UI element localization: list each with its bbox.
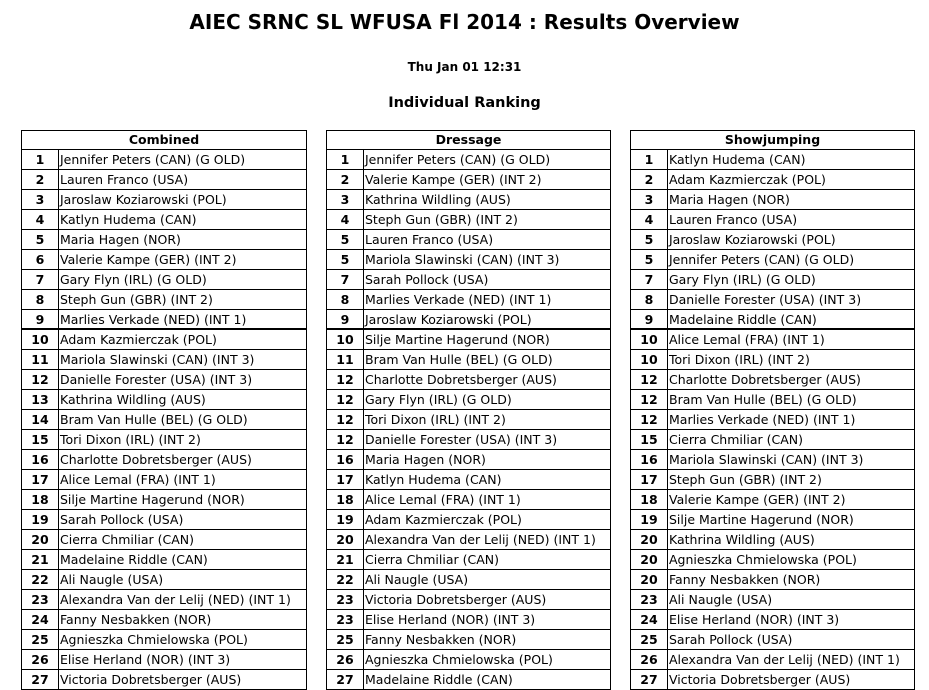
rank-cell: 25 (22, 630, 59, 649)
rider-name-cell: Agnieszka Chmielowska (POL) (365, 652, 553, 667)
rank-cell: 21 (327, 550, 364, 569)
rider-name-cell: Alice Lemal (FRA) (INT 1) (60, 472, 216, 487)
rank-cell: 18 (631, 490, 668, 509)
table-row (327, 270, 610, 290)
rank-cell: 11 (22, 350, 59, 369)
table-row (22, 510, 306, 530)
rank-cell: 25 (631, 630, 668, 649)
page-title: AIEC SRNC SL WFUSA Fl 2014 : Results Overview (189, 10, 740, 34)
rider-name-cell: Kathrina Wildling (AUS) (60, 392, 206, 407)
rank-cell: 26 (327, 650, 364, 669)
table-row (631, 370, 914, 390)
rider-name-cell: Cierra Chmiliar (CAN) (60, 532, 194, 547)
table-row (22, 250, 306, 270)
table-row (631, 650, 914, 670)
rider-name-cell: Alexandra Van der Lelij (NED) (INT 1) (60, 592, 291, 607)
table-row (327, 650, 610, 670)
rank-cell: 4 (22, 210, 59, 229)
rank-cell: 12 (327, 430, 364, 449)
rider-name-cell: Elise Herland (NOR) (INT 3) (669, 612, 840, 627)
rider-name-cell: Marlies Verkade (NED) (INT 1) (669, 412, 856, 427)
rank-cell: 20 (631, 530, 668, 549)
dressage-header: Dressage (327, 131, 610, 150)
rank-cell: 10 (22, 330, 59, 349)
rider-name-cell: Marlies Verkade (NED) (INT 1) (365, 292, 552, 307)
rider-name-cell: Valerie Kampe (GER) (INT 2) (365, 172, 542, 187)
rank-cell: 12 (22, 370, 59, 389)
rank-cell: 12 (631, 390, 668, 409)
rider-name-cell: Jennifer Peters (CAN) (G OLD) (365, 152, 551, 167)
table-row (327, 310, 610, 330)
table-row (22, 390, 306, 410)
rank-cell: 7 (22, 270, 59, 289)
rider-name-cell: Silje Martine Hagerund (NOR) (669, 512, 854, 527)
table-row (22, 310, 306, 330)
rider-name-cell: Fanny Nesbakken (NOR) (60, 612, 212, 627)
rider-name-cell: Maria Hagen (NOR) (60, 232, 181, 247)
table-row (631, 410, 914, 430)
rank-cell: 21 (22, 550, 59, 569)
rank-cell: 11 (327, 350, 364, 369)
rider-name-cell: Charlotte Dobretsberger (AUS) (365, 372, 557, 387)
rank-cell: 7 (631, 270, 668, 289)
table-row (22, 370, 306, 390)
table-row (22, 490, 306, 510)
rider-name-cell: Kathrina Wildling (AUS) (365, 192, 511, 207)
rank-cell: 1 (327, 150, 364, 169)
rider-name-cell: Elise Herland (NOR) (INT 3) (365, 612, 536, 627)
rider-name-cell: Danielle Forester (USA) (INT 3) (60, 372, 253, 387)
table-row (22, 630, 306, 650)
dressage-ranking-table (326, 130, 611, 690)
rank-cell: 8 (22, 290, 59, 309)
table-row (631, 630, 914, 650)
table-row (22, 210, 306, 230)
table-row (327, 190, 610, 210)
table-row (327, 210, 610, 230)
rider-name-cell: Victoria Dobretsberger (AUS) (365, 592, 547, 607)
rank-cell: 9 (631, 310, 668, 328)
rider-name-cell: Alexandra Van der Lelij (NED) (INT 1) (669, 652, 900, 667)
rider-name-cell: Alice Lemal (FRA) (INT 1) (365, 492, 521, 507)
rank-cell: 20 (22, 530, 59, 549)
rider-name-cell: Tori Dixon (IRL) (INT 2) (365, 412, 506, 427)
rank-cell: 23 (327, 590, 364, 609)
table-row (22, 230, 306, 250)
section-title: Individual Ranking (388, 95, 541, 111)
rider-name-cell: Lauren Franco (USA) (60, 172, 189, 187)
table-row (631, 150, 914, 170)
rank-cell: 23 (631, 590, 668, 609)
table-row (631, 290, 914, 310)
table-row (22, 270, 306, 290)
rank-cell: 4 (631, 210, 668, 229)
table-row (631, 170, 914, 190)
rank-cell: 8 (631, 290, 668, 309)
rider-name-cell: Valerie Kampe (GER) (INT 2) (60, 252, 237, 267)
table-row (22, 330, 306, 350)
table-row (631, 530, 914, 550)
rank-cell: 13 (22, 390, 59, 409)
rank-cell: 24 (22, 610, 59, 629)
showjumping-ranking-table (630, 130, 915, 690)
rank-cell: 19 (327, 510, 364, 529)
rider-name-cell: Steph Gun (GBR) (INT 2) (60, 292, 213, 307)
rider-name-cell: Madelaine Riddle (CAN) (60, 552, 208, 567)
rider-name-cell: Steph Gun (GBR) (INT 2) (669, 472, 822, 487)
table-row (631, 270, 914, 290)
rank-cell: 1 (631, 150, 668, 169)
table-row (22, 170, 306, 190)
rider-name-cell: Maria Hagen (NOR) (365, 452, 486, 467)
table-row (22, 650, 306, 670)
rider-name-cell: Ali Naugle (USA) (365, 572, 469, 587)
rider-name-cell: Danielle Forester (USA) (INT 3) (365, 432, 558, 447)
rank-cell: 22 (327, 570, 364, 589)
rider-name-cell: Mariola Slawinski (CAN) (INT 3) (365, 252, 560, 267)
rank-cell: 14 (22, 410, 59, 429)
table-row (631, 570, 914, 590)
table-row (631, 450, 914, 470)
table-row (22, 470, 306, 490)
rider-name-cell: Agnieszka Chmielowska (POL) (669, 552, 857, 567)
rank-cell: 25 (327, 630, 364, 649)
rider-name-cell: Katlyn Hudema (CAN) (669, 152, 806, 167)
rider-name-cell: Bram Van Hulle (BEL) (G OLD) (60, 412, 248, 427)
rank-cell: 18 (22, 490, 59, 509)
table-row (22, 610, 306, 630)
table-row (327, 590, 610, 610)
rank-cell: 12 (327, 390, 364, 409)
rank-cell: 26 (631, 650, 668, 669)
rider-name-cell: Adam Kazmierczak (POL) (669, 172, 826, 187)
rank-cell: 16 (631, 450, 668, 469)
rider-name-cell: Marlies Verkade (NED) (INT 1) (60, 312, 247, 327)
rank-cell: 2 (327, 170, 364, 189)
rank-cell: 17 (22, 470, 59, 489)
rank-cell: 23 (327, 610, 364, 629)
table-row (631, 490, 914, 510)
rank-cell: 3 (327, 190, 364, 209)
rank-cell: 10 (631, 330, 668, 349)
rider-name-cell: Silje Martine Hagerund (NOR) (365, 332, 550, 347)
rank-cell: 17 (631, 470, 668, 489)
rank-cell: 9 (327, 310, 364, 328)
table-row (327, 410, 610, 430)
rank-cell: 16 (22, 450, 59, 469)
table-row (327, 330, 610, 350)
rider-name-cell: Lauren Franco (USA) (365, 232, 494, 247)
rider-name-cell: Fanny Nesbakken (NOR) (669, 572, 821, 587)
rank-cell: 10 (327, 330, 364, 349)
table-row (327, 670, 610, 689)
table-row (327, 510, 610, 530)
table-row (22, 190, 306, 210)
table-row (631, 470, 914, 490)
rider-name-cell: Fanny Nesbakken (NOR) (365, 632, 517, 647)
rider-name-cell: Sarah Pollock (USA) (60, 512, 184, 527)
table-row (22, 290, 306, 310)
table-row (22, 590, 306, 610)
rank-cell: 8 (327, 290, 364, 309)
rider-name-cell: Gary Flyn (IRL) (G OLD) (365, 392, 512, 407)
rank-cell: 20 (631, 570, 668, 589)
table-row (327, 150, 610, 170)
table-row (327, 530, 610, 550)
table-row (631, 190, 914, 210)
rank-cell: 12 (327, 410, 364, 429)
rank-cell: 27 (631, 670, 668, 689)
rider-name-cell: Agnieszka Chmielowska (POL) (60, 632, 248, 647)
rider-name-cell: Jennifer Peters (CAN) (G OLD) (60, 152, 246, 167)
rider-name-cell: Madelaine Riddle (CAN) (669, 312, 817, 327)
table-row (327, 170, 610, 190)
rank-cell: 4 (327, 210, 364, 229)
rider-name-cell: Jaroslaw Koziarowski (POL) (669, 232, 836, 247)
table-row (22, 410, 306, 430)
rider-name-cell: Maria Hagen (NOR) (669, 192, 790, 207)
rank-cell: 18 (327, 490, 364, 509)
rider-name-cell: Charlotte Dobretsberger (AUS) (60, 452, 252, 467)
rider-name-cell: Valerie Kampe (GER) (INT 2) (669, 492, 846, 507)
rank-cell: 10 (631, 350, 668, 369)
rider-name-cell: Tori Dixon (IRL) (INT 2) (60, 432, 201, 447)
rider-name-cell: Elise Herland (NOR) (INT 3) (60, 652, 231, 667)
rider-name-cell: Charlotte Dobretsberger (AUS) (669, 372, 861, 387)
rank-cell: 1 (22, 150, 59, 169)
rank-cell: 3 (22, 190, 59, 209)
rider-name-cell: Sarah Pollock (USA) (365, 272, 489, 287)
table-row (22, 570, 306, 590)
table-row (327, 570, 610, 590)
rank-cell: 2 (22, 170, 59, 189)
rank-cell: 17 (327, 470, 364, 489)
rider-name-cell: Adam Kazmierczak (POL) (60, 332, 217, 347)
rider-name-cell: Madelaine Riddle (CAN) (365, 672, 513, 687)
rider-name-cell: Tori Dixon (IRL) (INT 2) (669, 352, 810, 367)
table-row (327, 550, 610, 570)
rider-name-cell: Silje Martine Hagerund (NOR) (60, 492, 245, 507)
rider-name-cell: Mariola Slawinski (CAN) (INT 3) (60, 352, 255, 367)
table-row (631, 310, 914, 330)
table-row (327, 370, 610, 390)
table-row (327, 430, 610, 450)
rider-name-cell: Mariola Slawinski (CAN) (INT 3) (669, 452, 864, 467)
table-row (631, 350, 914, 370)
rank-cell: 5 (327, 250, 364, 269)
rider-name-cell: Katlyn Hudema (CAN) (365, 472, 502, 487)
table-row (327, 630, 610, 650)
table-row (631, 430, 914, 450)
rider-name-cell: Victoria Dobretsberger (AUS) (60, 672, 242, 687)
showjumping-header: Showjumping (631, 131, 914, 150)
table-row (631, 250, 914, 270)
rank-cell: 26 (22, 650, 59, 669)
rider-name-cell: Cierra Chmiliar (CAN) (365, 552, 499, 567)
table-row (327, 230, 610, 250)
rank-cell: 12 (327, 370, 364, 389)
rank-cell: 5 (327, 230, 364, 249)
rider-name-cell: Alexandra Van der Lelij (NED) (INT 1) (365, 532, 596, 547)
table-row (327, 250, 610, 270)
rider-name-cell: Kathrina Wildling (AUS) (669, 532, 815, 547)
rank-cell: 2 (631, 170, 668, 189)
table-row (22, 450, 306, 470)
combined-header: Combined (22, 131, 306, 150)
table-row (631, 670, 914, 689)
rank-cell: 9 (22, 310, 59, 328)
rider-name-cell: Ali Naugle (USA) (669, 592, 773, 607)
timestamp: Thu Jan 01 12:31 (407, 60, 522, 74)
rider-name-cell: Jaroslaw Koziarowski (POL) (365, 312, 532, 327)
combined-ranking-table (21, 130, 307, 690)
rider-name-cell: Adam Kazmierczak (POL) (365, 512, 522, 527)
rider-name-cell: Ali Naugle (USA) (60, 572, 164, 587)
table-row (22, 350, 306, 370)
rank-cell: 20 (327, 530, 364, 549)
table-row (22, 670, 306, 689)
rank-cell: 5 (631, 230, 668, 249)
table-row (22, 550, 306, 570)
rank-cell: 16 (327, 450, 364, 469)
rank-cell: 19 (631, 510, 668, 529)
rider-name-cell: Cierra Chmiliar (CAN) (669, 432, 803, 447)
rank-cell: 15 (631, 430, 668, 449)
rank-cell: 22 (22, 570, 59, 589)
table-row (327, 390, 610, 410)
rider-name-cell: Danielle Forester (USA) (INT 3) (669, 292, 862, 307)
table-row (631, 610, 914, 630)
table-row (22, 150, 306, 170)
rank-cell: 19 (22, 510, 59, 529)
table-row (22, 530, 306, 550)
rider-name-cell: Bram Van Hulle (BEL) (G OLD) (365, 352, 553, 367)
table-row (327, 350, 610, 370)
rider-name-cell: Gary Flyn (IRL) (G OLD) (669, 272, 816, 287)
rider-name-cell: Jennifer Peters (CAN) (G OLD) (669, 252, 855, 267)
rider-name-cell: Bram Van Hulle (BEL) (G OLD) (669, 392, 857, 407)
rank-cell: 27 (22, 670, 59, 689)
table-row (327, 450, 610, 470)
rider-name-cell: Lauren Franco (USA) (669, 212, 798, 227)
rank-cell: 27 (327, 670, 364, 689)
table-row (327, 490, 610, 510)
table-row (22, 430, 306, 450)
rider-name-cell: Gary Flyn (IRL) (G OLD) (60, 272, 207, 287)
table-row (631, 390, 914, 410)
rank-cell: 6 (22, 250, 59, 269)
rank-cell: 24 (631, 610, 668, 629)
rider-name-cell: Jaroslaw Koziarowski (POL) (60, 192, 227, 207)
table-row (327, 470, 610, 490)
rank-cell: 23 (22, 590, 59, 609)
rider-name-cell: Steph Gun (GBR) (INT 2) (365, 212, 518, 227)
rank-cell: 3 (631, 190, 668, 209)
rank-cell: 7 (327, 270, 364, 289)
rider-name-cell: Alice Lemal (FRA) (INT 1) (669, 332, 825, 347)
rank-cell: 5 (631, 250, 668, 269)
table-row (631, 230, 914, 250)
rank-cell: 20 (631, 550, 668, 569)
rank-cell: 12 (631, 410, 668, 429)
table-row (631, 510, 914, 530)
rank-cell: 15 (22, 430, 59, 449)
table-row (631, 550, 914, 570)
table-row (631, 210, 914, 230)
rider-name-cell: Victoria Dobretsberger (AUS) (669, 672, 851, 687)
rider-name-cell: Katlyn Hudema (CAN) (60, 212, 197, 227)
table-row (327, 610, 610, 630)
rider-name-cell: Sarah Pollock (USA) (669, 632, 793, 647)
table-row (631, 330, 914, 350)
rank-cell: 12 (631, 370, 668, 389)
rank-cell: 5 (22, 230, 59, 249)
table-row (631, 590, 914, 610)
table-row (327, 290, 610, 310)
